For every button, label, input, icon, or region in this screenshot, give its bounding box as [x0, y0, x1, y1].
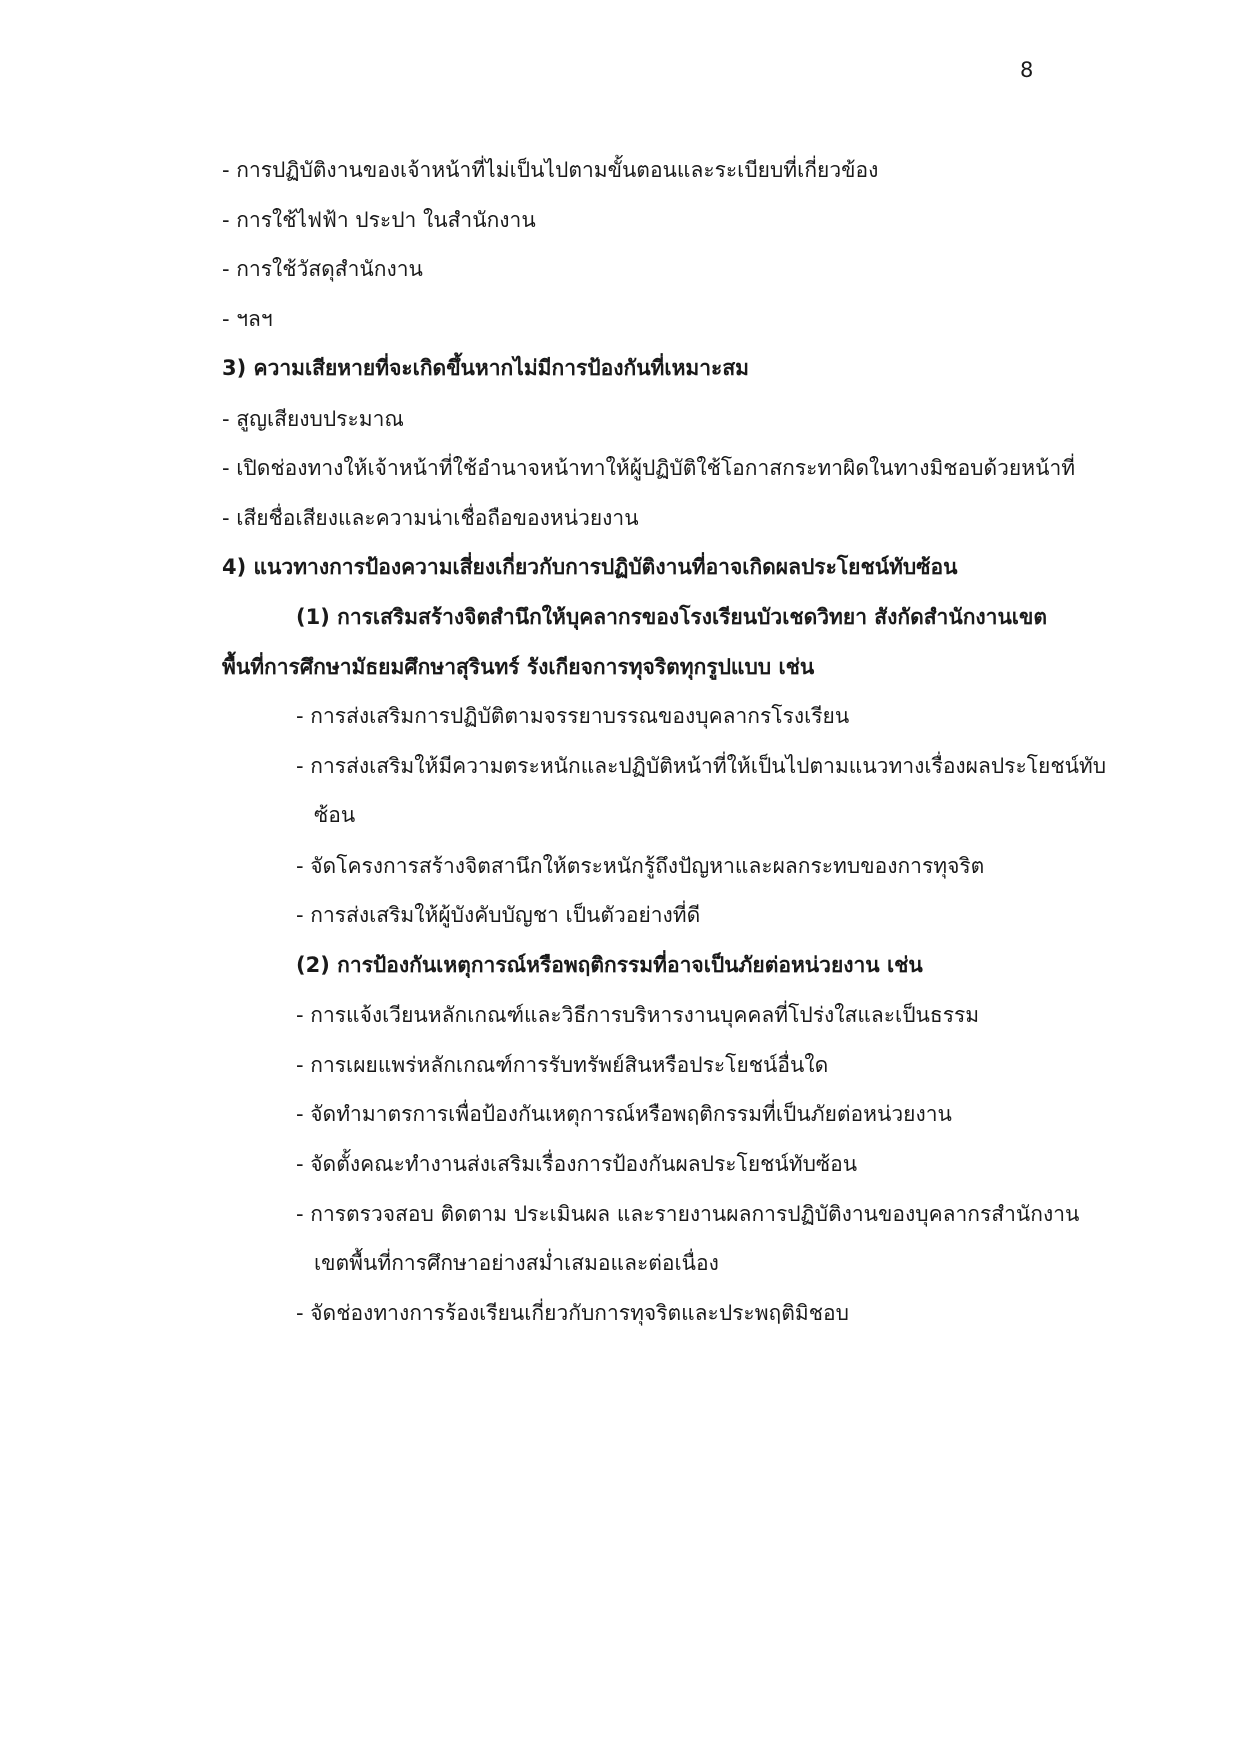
text-line: - เสียชื่อเสียงและความน่าเชื่อถือของหน่วยงาน [222, 506, 639, 530]
list-item: - จัดทำมาตรการเพื่อป้องกันเหตุการณ์หรือพฤติกรรมที่เป็นภัยต่อหน่วยงาน [296, 1102, 952, 1126]
page-number: 8 [1020, 58, 1034, 82]
list-item: - การส่งเสริมให้ผู้บังคับบัญชา เป็นตัวอย่างที่ดี [296, 903, 701, 927]
list-item: - การเผยแพร่หลักเกณฑ์การรับทรัพย์สินหรือประโยชน์อื่นใด [296, 1053, 829, 1077]
subsection-heading: พื้นที่การศึกษามัธยมศึกษาสุรินทร์ รังเกียจการทุจริตทุกรูปแบบ เช่น [222, 655, 815, 679]
list-item: - การส่งเสริมให้มีความตระหนักและปฏิบัติหน้าที่ให้เป็นไปตามแนวทางเรื่องผลประโยชน์ทับ [296, 754, 1107, 778]
list-item: - การตรวจสอบ ติดตาม ประเมินผล และรายงานผลการปฏิบัติงานของบุคลากรสำนักงาน [296, 1202, 1080, 1226]
section-heading: 4) แนวทางการป้องความเสี่ยงเกี่ยวกับการปฏิบัติงานที่อาจเกิดผลประโยชน์ทับซ้อน [222, 555, 958, 579]
list-item: - จัดช่องทางการร้องเรียนเกี่ยวกับการทุจริตและประพฤติมิชอบ [296, 1301, 849, 1325]
text-line: - เปิดช่องทางให้เจ้าหน้าที่ใช้อำนาจหน้าทาให้ผู้ปฏิบัติใช้โอกาสกระทาผิดในทางมิชอบด้วยหน้าที่ [222, 456, 1076, 480]
section-heading: 3) ความเสียหายที่จะเกิดขึ้นหากไม่มีการป้องกันที่เหมาะสม [222, 356, 749, 380]
list-item: - จัดตั้งคณะทำงานส่งเสริมเรื่องการป้องกันผลประโยชน์ทับซ้อน [296, 1152, 858, 1176]
text-line: - การใช้ไฟฟ้า ประปา ในสำนักงาน [222, 208, 536, 232]
list-item: - จัดโครงการสร้างจิตสานึกให้ตระหนักรู้ถึงปัญหาและผลกระทบของการทุจริต [296, 854, 985, 878]
text-line: - ฯลฯ [222, 307, 273, 331]
list-item: - การส่งเสริมการปฏิบัติตามจรรยาบรรณของบุคลากรโรงเรียน [296, 704, 850, 728]
text-line: - สูญเสียงบประมาณ [222, 407, 404, 431]
list-item: - การแจ้งเวียนหลักเกณฑ์และวิธีการบริหารงานบุคคลที่โปร่งใสและเป็นธรรม [296, 1003, 980, 1027]
list-item: เขตพื้นที่การศึกษาอย่างสม่ำเสมอและต่อเนื่อง [314, 1251, 719, 1275]
subsection-heading: (2) การป้องกันเหตุการณ์หรือพฤติกรรมที่อาจเป็นภัยต่อหน่วยงาน เช่น [296, 953, 923, 977]
list-item: ซ้อน [314, 803, 356, 827]
subsection-heading: (1) การเสริมสร้างจิตสำนึกให้บุคลากรของโรงเรียนบัวเชดวิทยา สังกัดสำนักงานเขต [296, 605, 1047, 629]
text-line: - การปฏิบัติงานของเจ้าหน้าที่ไม่เป็นไปตามขั้นตอนและระเบียบที่เกี่ยวข้อง [222, 158, 879, 182]
text-line: - การใช้วัสดุสำนักงาน [222, 257, 423, 281]
